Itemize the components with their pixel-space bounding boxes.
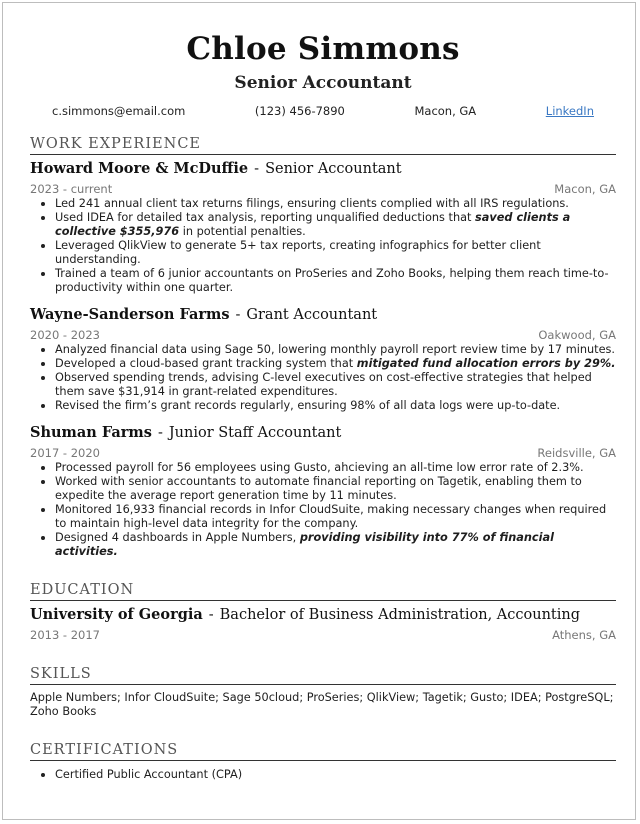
job-employer: Wayne-Sanderson Farms [30, 306, 230, 323]
job-location: Oakwood, GA [538, 328, 616, 342]
job-bullets [30, 461, 616, 559]
bullet-item: Processed payroll for 56 employees using Gusto, ahcieving an all-time low error rate of 2.3%. [55, 461, 616, 475]
bullet-item: Trained a team of 6 junior accountants on ProSeries and Zoho Books, helping them reach time-to-productivity within one quarter. [55, 267, 616, 295]
job-meta [30, 328, 616, 343]
bullet-highlight: mitigated fund allocation errors by 29%. [356, 357, 616, 370]
job-role: Senior Accountant [265, 161, 402, 177]
job-bullets [30, 343, 616, 413]
job-meta [30, 446, 616, 461]
heading-separator: - [157, 425, 163, 441]
education-degree: Bachelor of Business Administration, Accounting [219, 607, 581, 623]
education-meta [30, 628, 616, 643]
education-location: Athens, GA [552, 628, 616, 642]
job-entry [30, 159, 616, 295]
bullet-text: Used IDEA for detailed tax analysis, reporting unqualified deductions that [55, 211, 476, 224]
education-heading [30, 605, 616, 625]
contact-email[interactable]: c.simmons@email.com [52, 104, 186, 118]
certification-item: Certified Public Accountant (CPA) [55, 768, 616, 782]
education-school: University of Georgia [30, 606, 203, 623]
section-heading-certifications: CERTIFICATIONS [30, 741, 616, 761]
certification-list [30, 768, 616, 782]
bullet-item: Worked with senior accountants to automate financial reporting on Tagetik, enabling them to expedite the average report generation time by 11 minutes. [55, 475, 616, 503]
bullet-highlight: saved clients a collective $355,976 [55, 211, 571, 238]
bullet-item: Analyzed financial data using Sage 50, lowering monthly payroll report review time by 17 minutes. [55, 343, 616, 356]
section-heading-education: EDUCATION [30, 581, 616, 601]
job-heading [30, 305, 616, 325]
bullet-highlight: providing visibility into 77% of financial activities. [55, 531, 554, 558]
job-entry [30, 305, 616, 413]
job-dates: 2023 - current [30, 182, 113, 196]
bullet-item [55, 357, 616, 371]
bullet-text: Designed 4 dashboards in Apple Numbers, [55, 531, 300, 544]
job-heading [30, 423, 616, 443]
job-bullets [30, 197, 616, 295]
job-role: Junior Staff Accountant [168, 425, 342, 441]
education-entry [30, 605, 616, 643]
candidate-name: Chloe Simmons [186, 31, 460, 67]
linkedin-link[interactable]: LinkedIn [545, 104, 594, 118]
bullet-text: in potential penalties. [179, 225, 306, 238]
bullet-item: Leveraged QlikView to generate 5+ tax reports, creating infographics for better client understanding. [55, 239, 616, 267]
contact-phone: (123) 456-7890 [254, 104, 345, 118]
job-entry [30, 423, 616, 559]
bullet-item: Monitored 16,933 financial records in Infor CloudSuite, making necessary changes when required to maintain high-level data integrity for the company. [55, 503, 616, 531]
candidate-title: Senior Accountant [234, 73, 412, 93]
heading-separator: - [254, 161, 260, 177]
heading-separator: - [235, 307, 241, 323]
job-dates: 2017 - 2020 [30, 446, 100, 460]
job-location: Macon, GA [554, 182, 616, 196]
heading-separator: - [208, 607, 214, 623]
job-meta [30, 182, 616, 197]
section-heading-work-experience: WORK EXPERIENCE [30, 135, 616, 155]
bullet-item [55, 531, 616, 559]
job-role: Grant Accountant [246, 307, 378, 323]
bullet-item: Revised the firm’s grant records regularly, ensuring 98% of all data logs were up-to-date. [55, 399, 616, 413]
bullet-text: Developed a cloud-based grant tracking system that [55, 357, 357, 370]
resume-frame [2, 2, 636, 820]
job-employer: Howard Moore & McDuffie [30, 160, 249, 177]
job-location: Reidsville, GA [537, 446, 616, 460]
bullet-item: Observed spending trends, advising C-level executives on cost-effective strategies that helped them save $31,914 in grant-related expenditures. [55, 371, 616, 399]
job-heading [30, 159, 616, 179]
skills-list: Apple Numbers; Infor CloudSuite; Sage 50cloud; ProSeries; QlikView; Tagetik; Gusto; IDEA; PostgreSQL; Zoho Books [30, 691, 614, 718]
contact-row [30, 103, 616, 119]
job-employer: Shuman Farms [30, 424, 152, 441]
contact-location: Macon, GA [414, 104, 477, 118]
education-dates: 2013 - 2017 [30, 628, 100, 642]
job-dates: 2020 - 2023 [30, 328, 100, 342]
bullet-item [55, 211, 616, 239]
bullet-item: Led 241 annual client tax returns filings, ensuring clients complied with all IRS regulations. [55, 197, 616, 211]
section-heading-skills: SKILLS [30, 665, 616, 685]
resume-page [30, 29, 616, 782]
